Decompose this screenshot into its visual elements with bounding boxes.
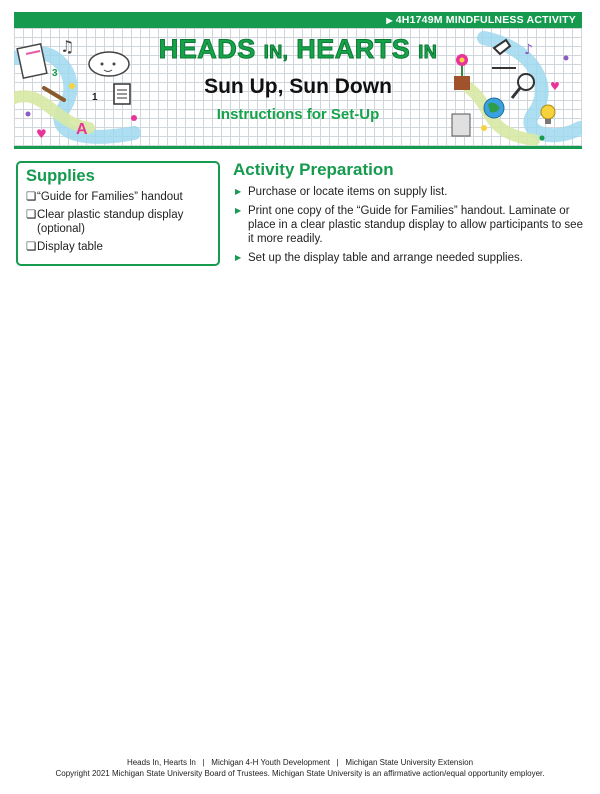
list-item (26, 240, 210, 255)
list-item (233, 185, 583, 199)
list-item (233, 204, 583, 246)
supplies-heading: Supplies (26, 167, 95, 185)
series-title-heads: HEADS (158, 34, 256, 64)
list-item (26, 208, 210, 237)
bullet-arrow-icon: ▶ (235, 187, 242, 196)
activity-preparation (233, 160, 583, 270)
bullet-arrow-icon: ▶ (235, 253, 242, 262)
footer-credits: Heads In, Hearts In | Michigan 4-H Youth Development | Michigan State University Extension (126, 758, 474, 767)
preparation-step: Print one copy of the “Guide for Families” handout. Laminate or place in a clear plastic standup display to allow participants to see it more readily. (248, 205, 583, 245)
preparation-list (233, 185, 583, 265)
activity-title: Sun Up, Sun Down (204, 75, 392, 98)
document-type: Instructions for Set-Up (216, 106, 380, 123)
list-item (26, 190, 210, 205)
page-footer (0, 757, 600, 779)
series-title-in2: IN (418, 42, 438, 62)
checkbox-icon: ❏ (26, 191, 37, 203)
supply-item-line1: Display table (37, 240, 103, 253)
triangle-icon: ▶ (386, 16, 393, 25)
list-item (233, 251, 583, 265)
supply-item-line2: (optional) (37, 223, 85, 235)
checkbox-icon: ❏ (26, 240, 37, 253)
letter-a-glyph: A (76, 121, 88, 138)
supply-item-line1: “Guide for Families” handout (37, 191, 183, 203)
footer-copyright: Copyright 2021 Michigan State University Board of Trustees. Michigan State University is an affirmative action/equal opportunity employer. (55, 769, 545, 778)
number-three-glyph: 3 (52, 68, 58, 79)
supplies-box (16, 161, 220, 266)
series-title-hearts: HEARTS (296, 34, 411, 64)
heart-icon-right: ♥ (550, 80, 560, 93)
bullet-arrow-icon: ▶ (235, 206, 242, 215)
header-banner (14, 28, 582, 146)
music-note-icon: ♫ (60, 37, 75, 56)
number-one-glyph: 1 (92, 92, 98, 103)
music-note-icon-right: ♪ (524, 42, 533, 58)
activity-code: 4H1749M MINDFULNESS ACTIVITY (395, 14, 576, 26)
preparation-step: Purchase or locate items on supply list. (248, 186, 448, 198)
supplies-list (26, 190, 210, 254)
preparation-heading: Activity Preparation (233, 160, 394, 179)
preparation-step: Set up the display table and arrange needed supplies. (248, 252, 523, 264)
supply-item-line1: Clear plastic standup display (37, 208, 184, 221)
checkbox-icon: ❏ (26, 208, 37, 221)
heart-icon-left: ♥ (36, 127, 47, 141)
banner-divider (14, 146, 582, 149)
activity-code-bar (14, 12, 582, 28)
series-title (14, 34, 582, 65)
series-title-in1: IN, (263, 42, 289, 62)
